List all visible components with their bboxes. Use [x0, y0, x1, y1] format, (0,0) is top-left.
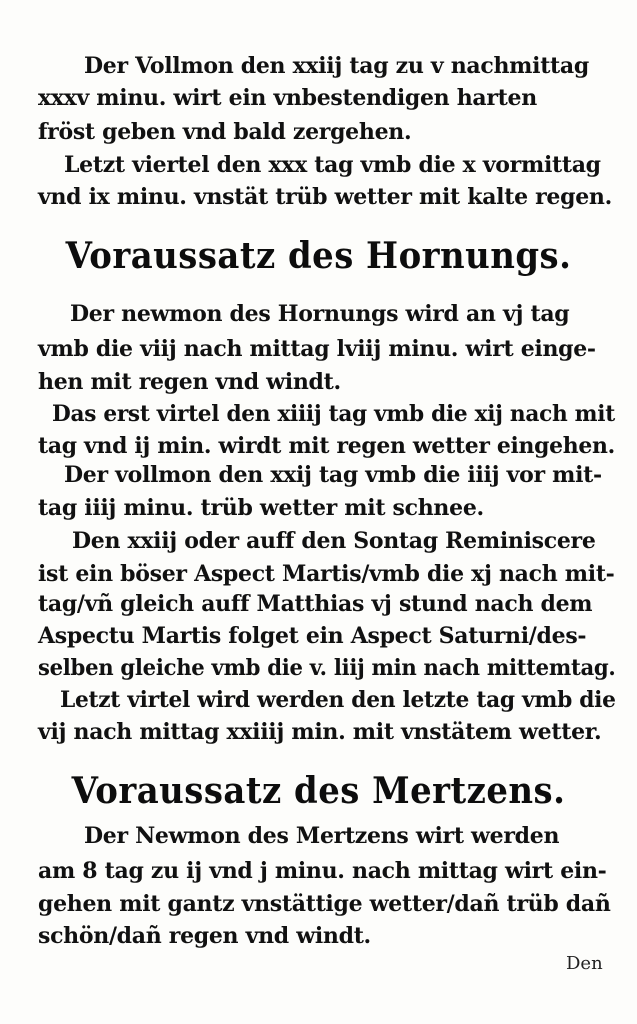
text-line: Letzt viertel den xxx tag vmb die x vormittag — [64, 152, 601, 178]
text-line: Aspectu Martis folget ein Aspect Saturni/des- — [38, 623, 587, 649]
text-line: Der Vollmon den xxiij tag zu v nachmittag — [84, 53, 589, 79]
text-line: vnd ix minu. vnstät trüb wetter mit kalte regen. — [38, 184, 612, 210]
text-line: Das erst virtel den xiiij tag vmb die xij nach mit — [52, 401, 615, 427]
text-line: Der Newmon des Mertzens wirt werden — [84, 823, 560, 849]
text-line: am 8 tag zu ij vnd j minu. nach mittag wirt ein- — [38, 858, 607, 884]
text-line: gehen mit gantz vnstättige wetter/dañ trüb dañ — [38, 891, 611, 917]
text-line: selben gleiche vmb die v. liij min nach mittemtag. — [38, 655, 616, 681]
text-line: Der newmon des Hornungs wird an vj tag — [70, 301, 570, 327]
section-heading-hornung: Voraussatz des Hornungs. — [65, 235, 572, 277]
text-line: Letzt virtel wird werden den letzte tag vmb die — [60, 687, 616, 713]
text-line: xxxv minu. wirt ein vnbestendigen harten — [38, 85, 537, 111]
text-line: vij nach mittag xxiiij min. mit vnstätem wetter. — [38, 719, 602, 745]
text-line: Der vollmon den xxij tag vmb die iiij vor mit- — [64, 462, 602, 488]
text-line: fröst geben vnd bald zergehen. — [38, 119, 412, 145]
text-line: tag vnd ij min. wirdt mit regen wetter eingehen. — [38, 433, 615, 459]
text-line: hen mit regen vnd windt. — [38, 369, 341, 395]
section-heading-mertzen: Voraussatz des Mertzens. — [71, 770, 566, 812]
text-line: schön/dañ regen vnd windt. — [38, 923, 371, 949]
catchword: Den — [566, 953, 603, 974]
text-line: vmb die viij nach mittag lviij minu. wirt einge- — [38, 336, 596, 362]
text-line: tag/vñ gleich auff Matthias vj stund nach dem — [38, 591, 593, 617]
text-line: Den xxiij oder auff den Sontag Reminiscere — [72, 528, 596, 554]
text-line: tag iiij minu. trüb wetter mit schnee. — [38, 495, 484, 521]
text-line: ist ein böser Aspect Martis/vmb die xj nach mit- — [38, 561, 615, 587]
